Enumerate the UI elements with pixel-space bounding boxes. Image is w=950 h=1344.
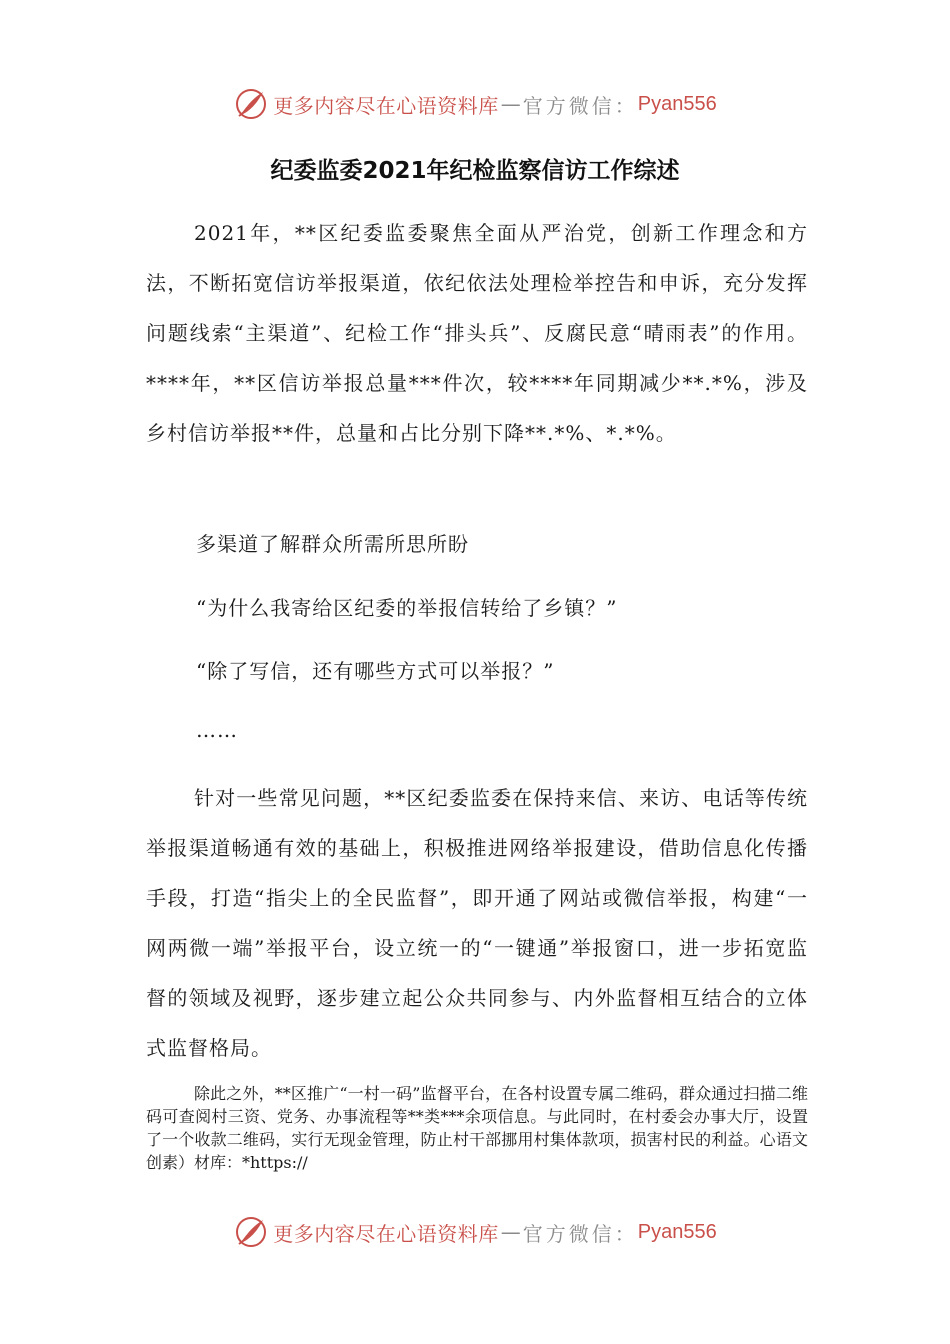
quill-logo-icon (233, 86, 269, 122)
banner-separator: — (500, 1220, 521, 1244)
quote-1: “为什么我寄给区纪委的举报信转给了乡镇？” (196, 596, 618, 620)
ellipsis: …… (196, 718, 238, 742)
banner-wechat-id: Pyan556 (637, 92, 717, 115)
paragraph-2: 针对一些常见问题，**区纪委监委在保持来信、来访、电话等传统举报渠道畅通有效的基础上，积极推进网络举报建设，借助信息化传播手段，打造“指尖上的全民监督”，即开通了网站或微信举报，构建“一网两微一端”举报平台，设立统一的“一键通”举报窗口，进一步拓宽监督的领域及视野，逐步建立起公众共同参与、内外监督相互结合的立体式监督格局。 (146, 786, 808, 1060)
paragraph-3-block (146, 1082, 808, 1174)
header-banner (0, 84, 950, 124)
document-title: 纪委监委2021年纪检监察信访工作综述 (270, 158, 680, 184)
paragraph-2-block (146, 773, 808, 1073)
banner-separator: — (500, 92, 521, 116)
footer-banner (0, 1212, 950, 1252)
section-heading: 多渠道了解群众所需所思所盼 (196, 532, 469, 556)
paragraph-3: 除此之外，**区推广“一村一码”监督平台，在各村设置专属二维码，群众通过扫描二维码可查阅村三资、党务、办事流程等**类***余项信息。与此同时，在村委会办事大厅，设置了一个收款二维码，实行无现金管理，防止村干部挪用村集体款项，损害村民的利益。心语文创素）材库：*https:// (146, 1084, 808, 1172)
quote-2: “除了写信，还有哪些方式可以举报？” (196, 659, 555, 683)
banner-wechat-label: 官方微信： (522, 93, 638, 118)
quill-logo-icon (233, 1214, 269, 1250)
banner-wechat-label: 官方微信： (522, 1221, 638, 1246)
banner-brand: 更多内容尽在心语资料库 (273, 1221, 499, 1246)
paragraph-1-block (146, 208, 808, 458)
paragraph-1: 2021年，**区纪委监委聚焦全面从严治党，创新工作理念和方法，不断拓宽信访举报渠道，依纪依法处理检举控告和申诉，充分发挥问题线索“主渠道”、纪检工作“排头兵”、反腐民意“晴雨表”的作用。****年，**区信访举报总量***件次，较****年同期减少**.*%，涉及乡村信访举报**件，总量和占比分别下降**.*%、*.*%。 (146, 221, 808, 445)
banner-wechat-id: Pyan556 (637, 1220, 717, 1243)
banner-brand: 更多内容尽在心语资料库 (273, 93, 499, 118)
